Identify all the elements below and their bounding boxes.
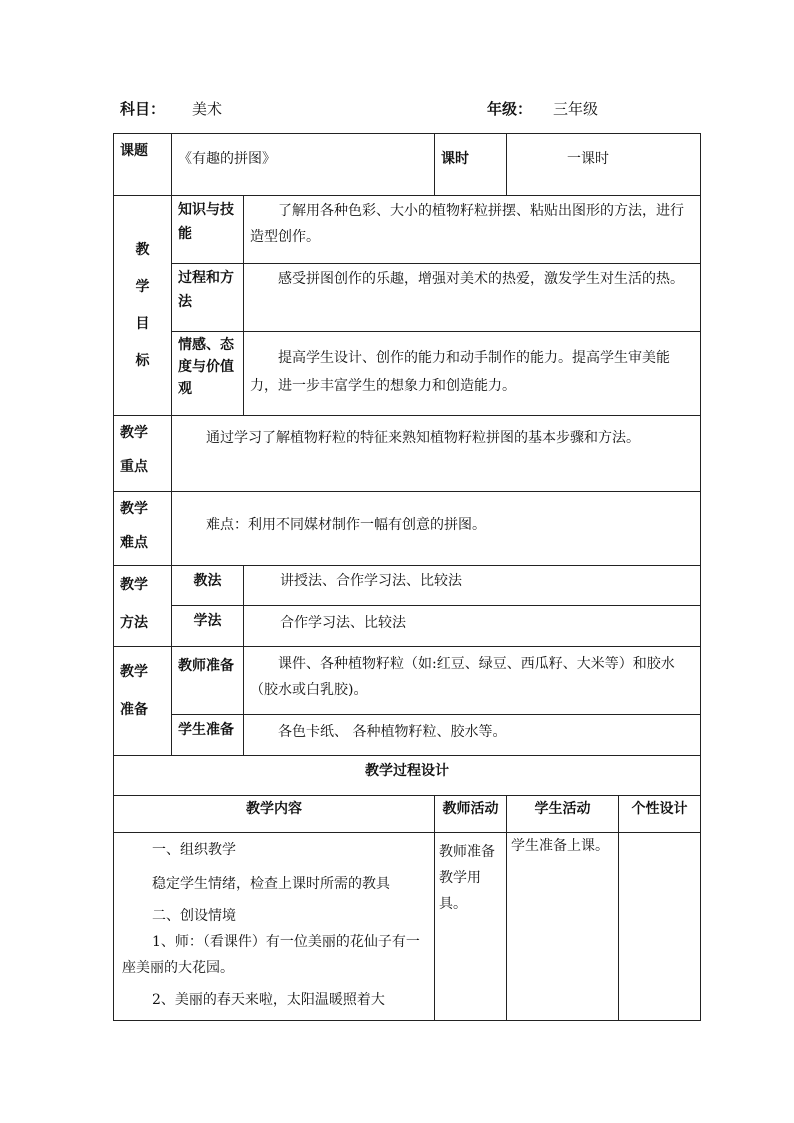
col-personal-header: 个性设计 [619,796,701,833]
knowledge-text: 了解用各种色彩、大小的植物籽粒拼摆、粘贴出图形的方法，进行造型创作。 [244,196,701,264]
key-point-text: 通过学习了解植物籽粒的特征来熟知植物籽粒拼图的基本步骤和方法。 [172,416,701,492]
difficulty-label-1: 教学 [120,501,148,517]
subject-label: 科目： [120,100,166,118]
col-teacher-header: 教师活动 [435,796,507,833]
process-label: 过程和方法 [172,264,244,332]
col-student-header: 学生活动 [507,796,619,833]
lesson-plan-table [113,133,701,1021]
methods-label-1: 教学 [120,577,148,593]
objectives-label [114,196,172,416]
objectives-char-3: 目 [135,315,150,332]
objectives-char-4: 标 [135,352,150,369]
grade-label: 年级： [487,100,533,118]
content-line-2: 稳定学生情绪，检查上课时所需的教具 [152,876,390,892]
key-point-label-1: 教学 [120,425,148,441]
methods-label [114,566,172,647]
student-activity-cell: 学生准备上课。 [507,833,619,1021]
emotion-text: 提高学生设计、创作的能力和动手制作的能力。提高学生审美能力，进一步丰富学生的想象力和创造能力。 [244,332,701,416]
content-line-5: 2、美丽的春天来啦，太阳温暖照着大 [152,992,385,1008]
topic-value: 《有趣的拼图》 [172,134,435,196]
preparation-label-1: 教学 [120,664,148,680]
personal-design-cell [619,833,701,1021]
process-text: 感受拼图创作的乐趣，增强对美术的热爱，激发学生对生活的热。 [244,264,701,332]
objectives-char-2: 学 [135,278,150,295]
content-line-4: 1、师：（看课件）有一位美丽的花仙子有一座美丽的大花园。 [122,934,420,976]
topic-label: 课题 [114,134,172,196]
teach-method-text: 讲授法、合作学习法、比较法 [244,566,701,606]
difficulty-label-2: 难点 [120,535,148,551]
teacher-prep-text: 课件、各种植物籽粒（如:红豆、绿豆、西瓜籽、大米等）和胶水（胶水或白乳胶)。 [244,647,701,715]
preparation-label [114,647,172,756]
content-line-3: 二、创设情境 [152,908,236,924]
student-prep-text: 各色卡纸、 各种植物籽粒、胶水等。 [244,715,701,756]
col-content-header: 教学内容 [114,796,435,833]
student-prep-label: 学生准备 [172,715,244,756]
period-value: 一课时 [507,134,701,196]
learn-method-text: 合作学习法、比较法 [244,606,701,647]
process-content-cell [114,833,435,1021]
knowledge-label: 知识与技能 [172,196,244,264]
emotion-label: 情感、态度与价值观 [172,332,244,416]
preparation-label-2: 准备 [120,702,148,718]
learn-method-label: 学法 [172,606,244,647]
content-line-1: 一、组织教学 [152,842,236,858]
key-point-label [114,416,172,492]
difficulty-label [114,492,172,566]
methods-label-2: 方法 [120,615,148,631]
teach-method-label: 教法 [172,566,244,606]
period-label: 课时 [435,134,507,196]
process-section-title: 教学过程设计 [114,756,701,796]
difficulty-text: 难点：利用不同媒材制作一幅有创意的拼图。 [172,492,701,566]
grade-value: 三年级 [553,100,599,118]
teacher-prep-label: 教师准备 [172,647,244,715]
teacher-activity-cell: 教师准备教学用具。 [435,833,507,1021]
objectives-char-1: 教 [135,241,150,258]
key-point-label-2: 重点 [120,459,148,475]
subject-value: 美术 [192,100,223,118]
